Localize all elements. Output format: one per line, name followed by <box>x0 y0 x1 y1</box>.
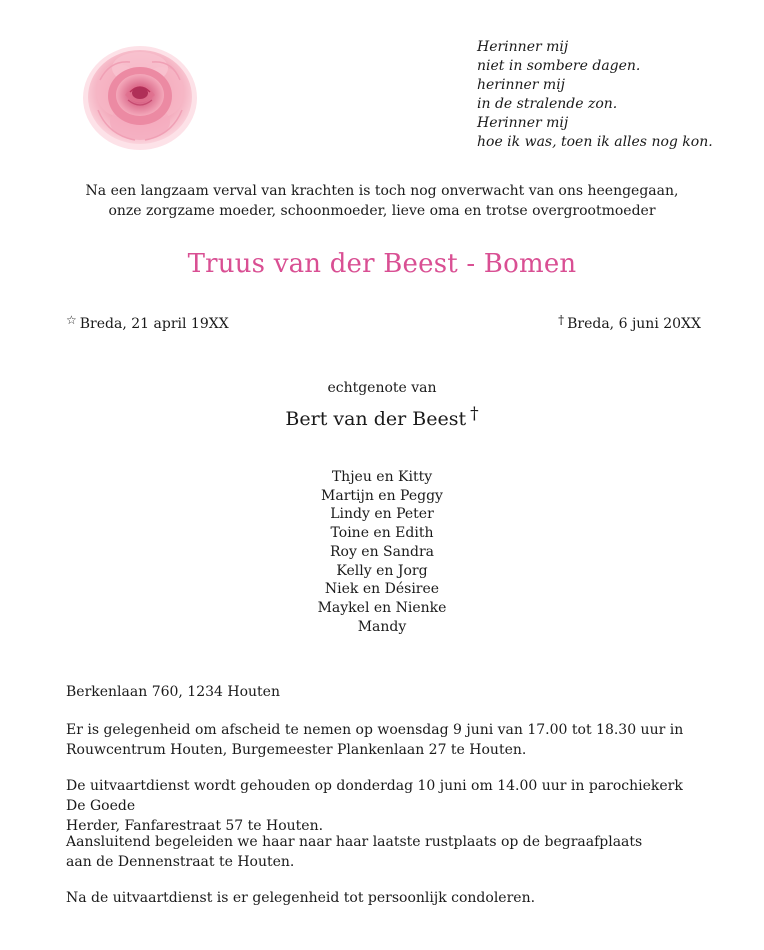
death-text: Breda, 6 juni 20XX <box>567 316 701 332</box>
poem-line: hoe ik was, toen ik alles nog kon. <box>477 134 713 150</box>
burial-paragraph <box>66 832 706 872</box>
poem-line: Herinner mij <box>477 115 569 131</box>
farewell-line: Rouwcentrum Houten, Burgemeester Plankenlaan 27 te Houten. <box>66 742 527 758</box>
poem-line: niet in sombere dagen. <box>477 58 641 74</box>
address: Berkenlaan 760, 1234 Houten <box>66 684 280 700</box>
poem-line: in de stralende zon. <box>477 96 618 112</box>
list-item: Mandy <box>357 618 407 635</box>
poem-line: herinner mij <box>477 77 566 93</box>
list-item: Toine en Edith <box>330 525 434 542</box>
list-item: Maykel en Nienke <box>317 599 447 616</box>
rose-icon <box>80 40 200 155</box>
birth-info <box>66 313 229 332</box>
poem-line: Herinner mij <box>477 39 569 55</box>
spouse <box>0 404 764 430</box>
condolence-paragraph: Na de uitvaartdienst is er gelegenheid tot persoonlijk condoleren. <box>66 890 536 906</box>
birth-text: Breda, 21 april 19XX <box>79 316 229 332</box>
list-item: Roy en Sandra <box>329 543 435 560</box>
list-item: Kelly en Jorg <box>336 562 428 579</box>
intro-line: onze zorgzame moeder, schoonmoeder, lieve oma en trotse overgrootmoeder <box>108 203 656 219</box>
list-item: Thjeu en Kitty <box>331 469 433 485</box>
children-list <box>0 468 764 636</box>
cross-icon: † <box>470 404 479 424</box>
list-item: Niek en Désiree <box>324 581 440 598</box>
service-paragraph <box>66 776 706 836</box>
list-item: Lindy en Peter <box>330 506 434 523</box>
cross-icon: † <box>558 313 565 327</box>
deceased-name: Truus van der Beest - Bomen <box>187 249 577 279</box>
intro-line: Na een langzaam verval van krachten is toch nog onverwacht van ons heengegaan, <box>85 183 679 199</box>
service-line: Herder, Fanfarestraat 57 te Houten. <box>66 818 324 834</box>
spouse-label: echtgenote van <box>327 380 437 396</box>
service-line: De uitvaartdienst wordt gehouden op donderdag 10 juni om 14.00 uur in parochiekerk De Goede <box>66 778 683 814</box>
burial-line: aan de Dennenstraat te Houten. <box>66 854 295 870</box>
farewell-paragraph <box>66 720 706 760</box>
spouse-name: Bert van der Beest <box>285 408 467 430</box>
death-info <box>558 313 701 332</box>
poem <box>477 38 713 152</box>
announcement-intro <box>0 181 764 221</box>
star-icon: ☆ <box>66 313 77 327</box>
list-item: Martijn en Peggy <box>321 487 443 504</box>
farewell-line: Er is gelegenheid om afscheid te nemen op woensdag 9 juni van 17.00 tot 18.30 uur in <box>66 722 684 738</box>
burial-line: Aansluitend begeleiden we haar naar haar laatste rustplaats op de begraafplaats <box>66 834 643 850</box>
